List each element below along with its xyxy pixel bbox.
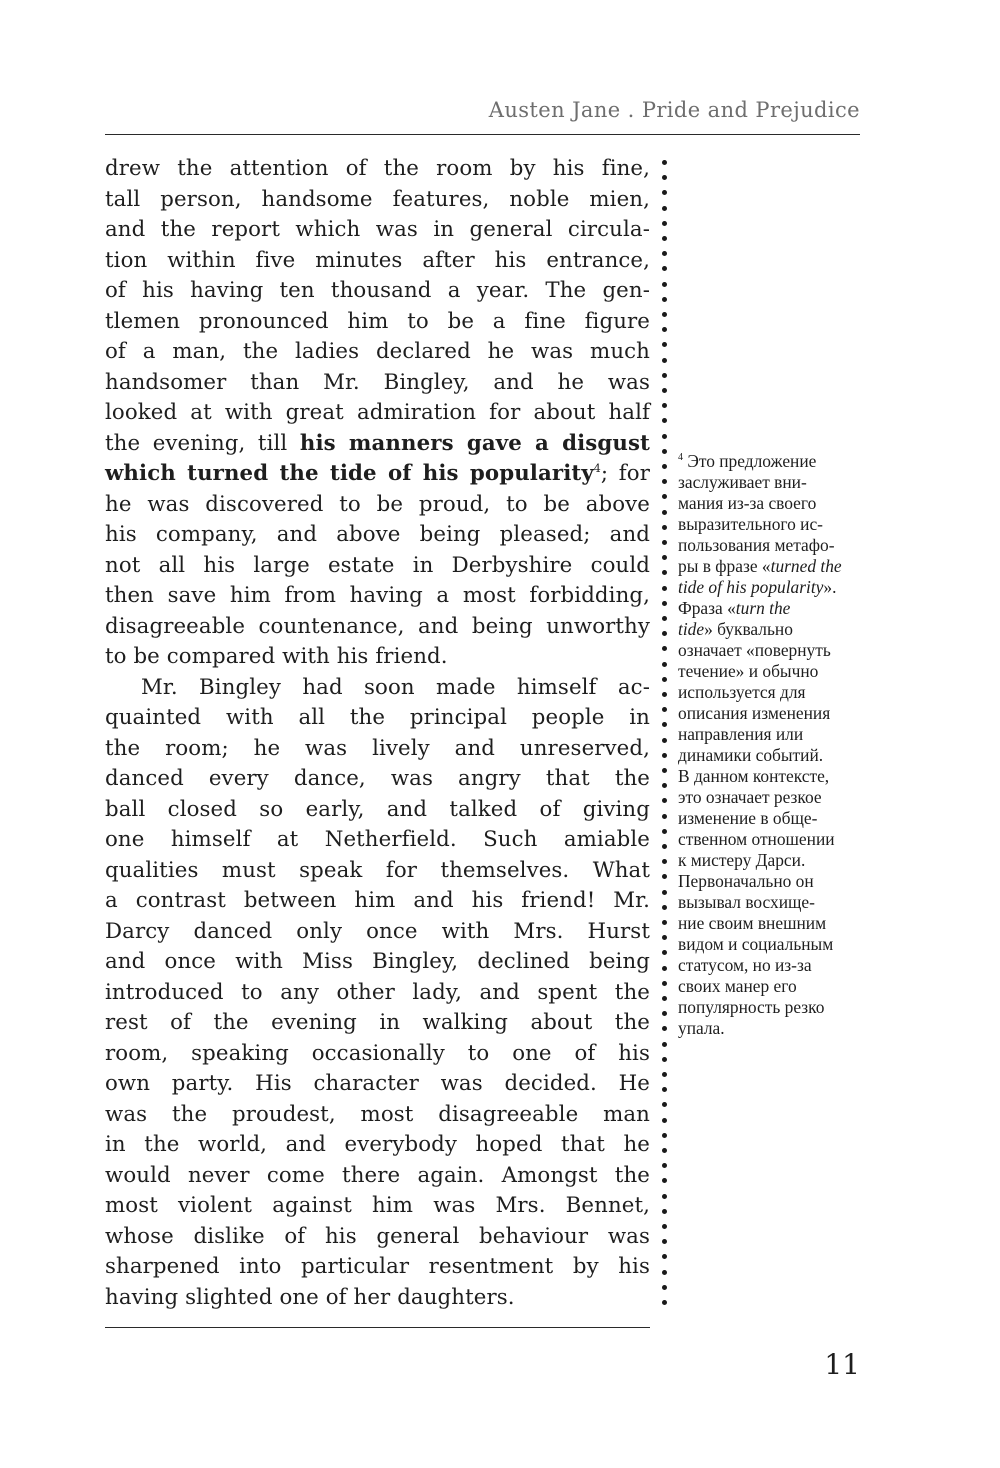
divider-dot — [662, 1102, 667, 1107]
side-note — [678, 451, 863, 1039]
text-line: disagreeable countenance, and being unworthy — [105, 613, 650, 639]
divider-dot — [662, 996, 667, 1001]
note-line: пользования метафо- — [678, 535, 835, 555]
text-line: tall person, handsome features, noble mien, — [105, 186, 650, 212]
note-line: означает «повернуть — [678, 640, 831, 660]
text-line: drew the attention of the room by his fine, — [105, 156, 650, 181]
note-text: ». — [823, 577, 837, 597]
divider-dot — [662, 829, 667, 834]
note-line: упала. — [678, 1018, 725, 1038]
note-line — [678, 577, 863, 598]
divider-dot — [662, 753, 667, 758]
text-line: Darcy danced only once with Mrs. Hurst — [105, 918, 650, 944]
divider-dot — [662, 555, 667, 560]
divider-dot — [662, 297, 667, 302]
divider-dot — [662, 342, 667, 347]
note-line: популярность резко — [678, 997, 825, 1017]
divider-dot — [662, 327, 667, 332]
divider-dot — [662, 266, 667, 271]
text-line: rest of the evening in walking about the — [105, 1010, 650, 1035]
text-line: he was discovered to be proud, to be above — [105, 491, 650, 517]
divider-dot — [662, 403, 667, 408]
note-quote: turn the — [735, 598, 791, 618]
text-plain: the evening, till — [105, 430, 300, 456]
note-line: ственном отношении — [678, 829, 835, 849]
dotted-column-divider — [662, 160, 668, 1310]
divider-dot — [662, 373, 667, 378]
text-line: looked at with great admiration for about half — [105, 400, 650, 425]
text-line: his company, and above being pleased; and — [105, 522, 650, 547]
divider-dot — [662, 966, 667, 971]
note-line: используется для — [678, 682, 806, 702]
text-line: would never come there again. Amongst the — [105, 1162, 650, 1188]
divider-dot — [662, 798, 667, 803]
divider-dot — [662, 859, 667, 864]
text-line: Mr. Bingley had soon made himself ac- — [141, 674, 650, 700]
divider-dot — [662, 1042, 667, 1047]
divider-dot — [662, 388, 667, 393]
note-line: динамики событий. — [678, 745, 824, 765]
divider-dot — [662, 1118, 667, 1123]
divider-dot — [662, 1270, 667, 1275]
note-line: к мистеру Дарси. — [678, 850, 806, 870]
divider-dot — [662, 190, 667, 195]
divider-dot — [662, 738, 667, 743]
text-line: sharpened into particular resentment by his — [105, 1254, 650, 1279]
divider-dot — [662, 722, 667, 727]
note-line — [678, 619, 863, 640]
divider-dot — [662, 418, 667, 423]
divider-dot — [662, 221, 667, 226]
divider-dot — [662, 1133, 667, 1138]
divider-dot — [662, 677, 667, 682]
divider-dot — [662, 1209, 667, 1214]
divider-dot — [662, 844, 667, 849]
divider-dot — [662, 874, 667, 879]
note-quote: tide — [678, 619, 705, 639]
divider-dot — [662, 1087, 667, 1092]
divider-dot — [662, 449, 667, 454]
divider-dot — [662, 783, 667, 788]
text-plain: ; for — [600, 461, 650, 486]
text-line: most violent against him was Mrs. Bennet, — [105, 1193, 650, 1218]
text-line: qualities must speak for themselves. What — [105, 857, 650, 883]
divider-dot — [662, 662, 667, 667]
text-line: and the report which was in general circula- — [105, 217, 650, 242]
divider-dot — [662, 616, 667, 621]
note-quote: tide of his popularity — [678, 577, 824, 597]
note-line: заслуживает вни- — [678, 472, 807, 492]
divider-dot — [662, 692, 667, 697]
divider-dot — [662, 1178, 667, 1183]
note-line — [678, 451, 863, 472]
text-line: of his having ten thousand a year. The gen- — [105, 278, 650, 303]
divider-dot — [662, 358, 667, 363]
note-line: Первоначально он — [678, 871, 814, 891]
note-text: Это предложение — [687, 451, 817, 471]
note-line: В данном контексте, — [678, 766, 830, 786]
divider-dot — [662, 1057, 667, 1062]
text-line: a contrast between him and his friend! Mr. — [105, 888, 650, 913]
text-line: was the proudest, most disagreeable man — [105, 1101, 650, 1127]
divider-dot — [662, 1239, 667, 1244]
text-line: one himself at Netherfield. Such amiable — [105, 827, 650, 852]
header-rule — [105, 134, 860, 135]
divider-dot — [662, 175, 667, 180]
divider-dot — [662, 312, 667, 317]
divider-dot — [662, 282, 667, 287]
text-line: and once with Miss Bingley, declined being — [105, 949, 650, 974]
page-number: 11 — [824, 1348, 860, 1381]
running-head: Austen Jane . Pride and Prejudice — [488, 98, 860, 122]
divider-dot — [662, 905, 667, 910]
divider-dot — [662, 1072, 667, 1077]
emphasized-phrase: his manners gave a disgust — [299, 430, 650, 456]
divider-dot — [662, 950, 667, 955]
text-line: of a man, the ladies declared he was much — [105, 339, 650, 364]
divider-dot — [662, 1148, 667, 1153]
note-line: изменение в обще- — [678, 808, 818, 828]
note-text: ры в фразе « — [678, 556, 771, 576]
divider-dot — [662, 1254, 667, 1259]
divider-dot — [662, 1224, 667, 1229]
note-line: своих манер его — [678, 976, 797, 996]
divider-dot — [662, 525, 667, 530]
divider-dot — [662, 646, 667, 651]
text-line: introduced to any other lady, and spent the — [105, 979, 650, 1005]
main-text-column — [105, 154, 650, 1313]
divider-dot — [662, 981, 667, 986]
text-line — [105, 459, 650, 490]
divider-dot — [662, 1026, 667, 1031]
divider-dot — [662, 1194, 667, 1199]
divider-dot — [662, 479, 667, 484]
divider-dot — [662, 768, 667, 773]
note-text: » буквально — [704, 619, 793, 639]
footer-rule — [105, 1327, 650, 1328]
note-line: вызывал восхище- — [678, 892, 815, 912]
text-line: the room; he was lively and unreserved, — [105, 735, 650, 761]
note-line: видом и социальным — [678, 934, 834, 954]
note-line: выразительного ис- — [678, 514, 823, 534]
text-line — [105, 429, 650, 460]
note-text: Фраза « — [678, 598, 736, 618]
divider-dot — [662, 1011, 667, 1016]
text-line: tlemen pronounced him to be a fine figure — [105, 308, 650, 334]
divider-dot — [662, 494, 667, 499]
note-line: статусом, но из-за — [678, 955, 812, 975]
footnote-reference[interactable]: 4 — [593, 461, 601, 475]
divider-dot — [662, 1285, 667, 1290]
text-line: own party. His character was decided. He — [105, 1071, 650, 1096]
text-line: tion within five minutes after his entrance, — [105, 247, 650, 273]
note-line: течение» и обычно — [678, 661, 819, 681]
divider-dot — [662, 251, 667, 256]
divider-dot — [662, 540, 667, 545]
divider-dot — [662, 601, 667, 606]
divider-dot — [662, 814, 667, 819]
text-line: quainted with all the principal people in — [105, 705, 650, 730]
divider-dot — [662, 707, 667, 712]
note-line — [678, 598, 863, 619]
text-line: not all his large estate in Derbyshire could — [105, 552, 650, 578]
divider-dot — [662, 160, 667, 165]
note-line: описания изменения — [678, 703, 831, 723]
divider-dot — [662, 570, 667, 575]
divider-dot — [662, 890, 667, 895]
text-line: to be compared with his friend. — [105, 644, 448, 669]
note-line: мания из-за своего — [678, 493, 817, 513]
note-line — [678, 556, 863, 577]
text-line: ball closed so early, and talked of giving — [105, 796, 650, 822]
text-line: whose dislike of his general behaviour was — [105, 1223, 650, 1249]
text-line: having slighted one of her daughters. — [105, 1284, 515, 1310]
divider-dot — [662, 631, 667, 636]
divider-dot — [662, 510, 667, 515]
divider-dot — [662, 586, 667, 591]
divider-dot — [662, 935, 667, 940]
note-line: направления или — [678, 724, 804, 744]
text-line: in the world, and everybody hoped that he — [105, 1132, 650, 1157]
divider-dot — [662, 464, 667, 469]
text-line: handsomer than Mr. Bingley, and he was — [105, 369, 650, 395]
emphasized-phrase: which turned the tide of his popularity — [105, 461, 594, 486]
note-line: это означает резкое — [678, 787, 822, 807]
text-line: room, speaking occasionally to one of his — [105, 1040, 650, 1066]
divider-dot — [662, 1300, 667, 1305]
divider-dot — [662, 206, 667, 211]
divider-dot — [662, 434, 667, 439]
note-line: ние своим внешним — [678, 913, 827, 933]
divider-dot — [662, 236, 667, 241]
text-line: then save him from having a most forbidding, — [105, 583, 650, 608]
divider-dot — [662, 920, 667, 925]
note-quote: turned the — [770, 556, 842, 576]
divider-dot — [662, 1163, 667, 1168]
text-line: danced every dance, was angry that the — [105, 766, 650, 791]
footnote-marker: 4 — [678, 452, 683, 464]
